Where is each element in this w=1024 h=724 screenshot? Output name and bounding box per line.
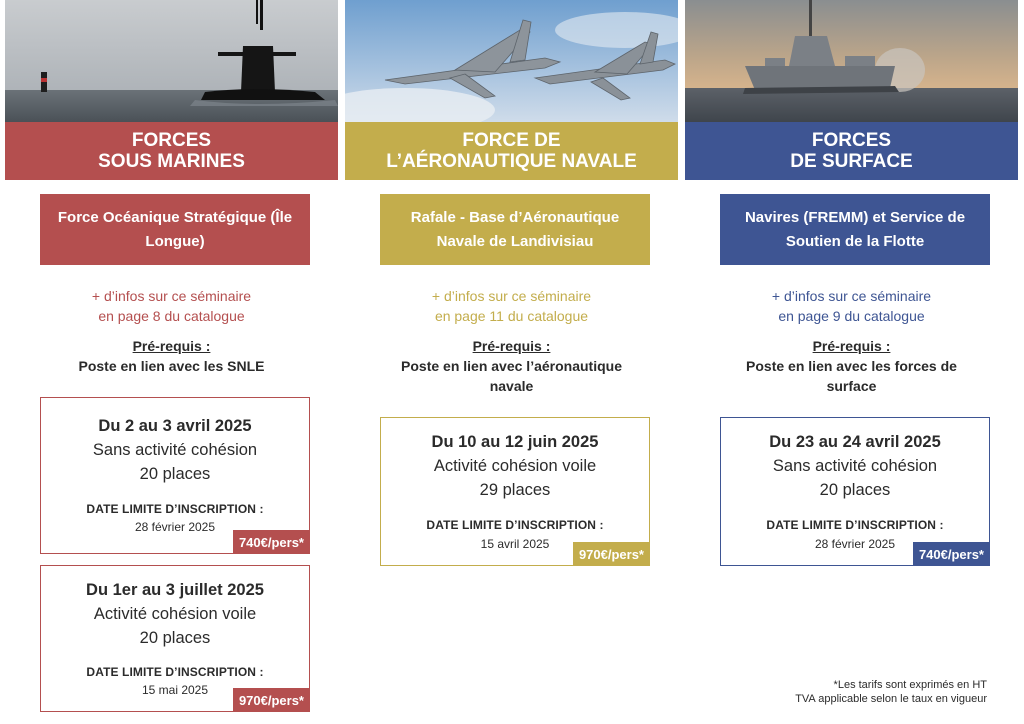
banner-line-2: L’AÉRONAUTIQUE NAVALE xyxy=(386,151,637,172)
seminar-title xyxy=(720,194,990,265)
catalog-info-line-2: en page 8 du catalogue xyxy=(98,308,245,324)
prerequisite-text: Poste en lien avec les forces de surface xyxy=(746,358,957,394)
deadline-label: DATE LIMITE D’INSCRIPTION : xyxy=(426,518,604,532)
session-card xyxy=(40,565,310,712)
session-activity: Activité cohésion voile xyxy=(433,457,597,475)
catalog-info-line-1: + d’infos sur ce séminaire xyxy=(91,288,252,304)
session-activity: Sans activité cohésion xyxy=(772,457,938,475)
session-dates: Du 1er au 3 juillet 2025 xyxy=(86,581,264,599)
price-badge: 740€/pers* xyxy=(233,530,310,554)
prerequisite-label: Pré-requis : xyxy=(132,338,211,354)
catalog-info[interactable] xyxy=(5,286,338,326)
catalog-info-line-1: + d’infos sur ce séminaire xyxy=(431,288,592,304)
seminar-title xyxy=(380,194,650,265)
deadline-label: DATE LIMITE D’INSCRIPTION : xyxy=(766,518,944,532)
footnote-line-2: TVA applicable selon le taux en vigueur xyxy=(795,693,987,705)
session-places: 29 places xyxy=(479,481,551,499)
prerequisite-text: Poste en lien avec l’aéronautique navale xyxy=(401,358,622,394)
price-badge: 740€/pers* xyxy=(913,542,990,566)
deadline-date: 15 mai 2025 xyxy=(141,683,209,697)
banner-line-1: FORCES xyxy=(131,130,212,151)
prerequisite-text: Poste en lien avec les SNLE xyxy=(78,358,265,374)
catalog-info-line-2: en page 9 du catalogue xyxy=(778,308,925,324)
banner-line-1: FORCES xyxy=(811,130,892,151)
catalog-info[interactable] xyxy=(685,286,1018,326)
banner-forces-de-surface xyxy=(685,122,1018,180)
banner-line-1: FORCE DE xyxy=(462,130,561,151)
prerequisite-label: Pré-requis : xyxy=(812,338,891,354)
banner-line-2: SOUS MARINES xyxy=(98,151,245,172)
seminar-title xyxy=(40,194,310,265)
deadline-date: 28 février 2025 xyxy=(814,537,896,551)
session-dates: Du 10 au 12 juin 2025 xyxy=(431,433,599,451)
banner-aeronautique-navale xyxy=(345,122,678,180)
deadline-label: DATE LIMITE D’INSCRIPTION : xyxy=(86,502,264,516)
deadline-label: DATE LIMITE D’INSCRIPTION : xyxy=(86,665,264,679)
catalog-info-line-1: + d’infos sur ce séminaire xyxy=(771,288,932,304)
seminar-title-text: Navires (FREMM) et Service de Soutien de la Flotte xyxy=(744,208,966,250)
price-badge: 970€/pers* xyxy=(573,542,650,566)
deadline-date: 15 avril 2025 xyxy=(480,537,550,551)
rafale-jets-photo xyxy=(345,0,678,122)
session-card xyxy=(720,417,990,566)
pricing-footnote xyxy=(795,678,987,706)
session-places: 20 places xyxy=(819,481,891,499)
session-card xyxy=(380,417,650,566)
footnote-line-1: *Les tarifs sont exprimés en HT xyxy=(833,679,987,691)
session-places: 20 places xyxy=(139,465,211,483)
price-badge: 970€/pers* xyxy=(233,688,310,712)
seminar-title-text: Rafale - Base d’Aéronautique Navale de Landivisiau xyxy=(410,208,620,250)
session-places: 20 places xyxy=(139,629,211,647)
seminar-title-text: Force Océanique Stratégique (Île Longue) xyxy=(57,208,293,250)
session-card xyxy=(40,397,310,554)
session-dates: Du 23 au 24 avril 2025 xyxy=(769,433,941,451)
frigate-photo xyxy=(685,0,1018,122)
session-dates: Du 2 au 3 avril 2025 xyxy=(98,417,252,435)
session-activity: Activité cohésion voile xyxy=(93,605,257,623)
deadline-date: 28 février 2025 xyxy=(134,520,216,534)
column-aeronautique-navale xyxy=(345,0,678,724)
column-forces-sous-marines xyxy=(5,0,338,724)
banner-forces-sous-marines xyxy=(5,122,338,180)
submarine-photo xyxy=(5,0,338,122)
catalog-info-line-2: en page 11 du catalogue xyxy=(434,308,589,324)
prerequisite-label: Pré-requis : xyxy=(472,338,551,354)
catalog-info[interactable] xyxy=(345,286,678,326)
banner-line-2: DE SURFACE xyxy=(790,151,913,172)
session-activity: Sans activité cohésion xyxy=(92,441,258,459)
column-forces-de-surface xyxy=(685,0,1018,724)
